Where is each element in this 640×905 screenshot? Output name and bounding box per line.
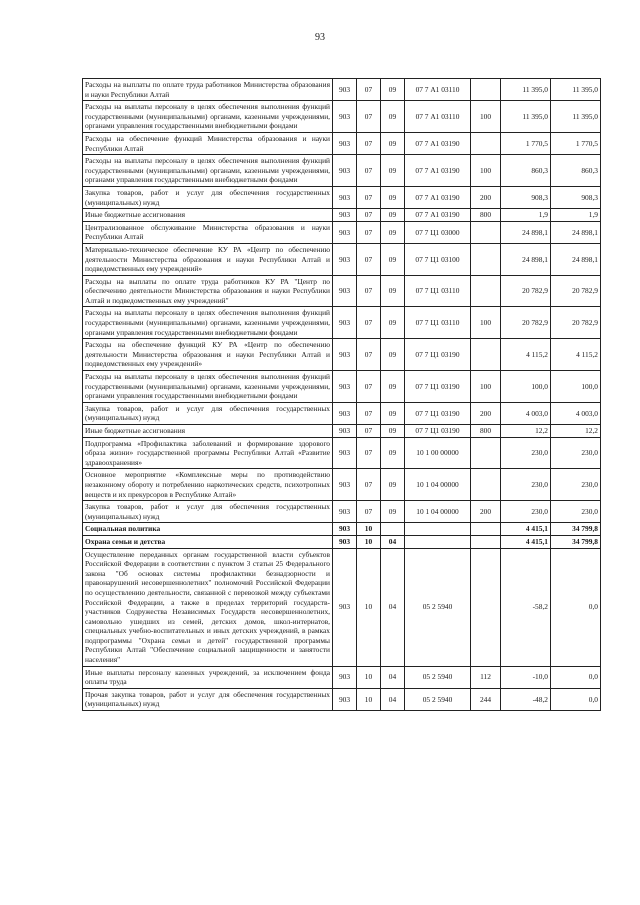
- row-name: Закупка товаров, работ и услуг для обеспечения государственных (муниципальных) нужд: [83, 402, 333, 424]
- table-row: [83, 221, 601, 243]
- row-amount-2: 230,0: [551, 469, 601, 501]
- row-target-article: 07 7 А1 03110: [405, 101, 471, 133]
- row-expense-type: 112: [471, 666, 501, 688]
- row-amount-1: 20 782,9: [501, 275, 551, 307]
- row-amount-1: 230,0: [501, 501, 551, 523]
- row-amount-1: 11 395,0: [501, 79, 551, 101]
- row-subsection-code: 09: [381, 371, 405, 403]
- row-section-code: 10: [357, 523, 381, 536]
- row-amount-1: 1 770,5: [501, 132, 551, 154]
- row-section-code: 10: [357, 688, 381, 710]
- row-name: Расходы на выплаты персоналу в целях обеспечения выполнения функций государственными (муниципальными) органами, казенными учреждениями, органами управления государственными внебюджетными фондами: [83, 101, 333, 133]
- row-amount-2: 4 003,0: [551, 402, 601, 424]
- row-amount-1: 1,9: [501, 209, 551, 222]
- row-section-code: 07: [357, 469, 381, 501]
- row-ved-code: 903: [333, 548, 357, 666]
- row-amount-2: 0,0: [551, 688, 601, 710]
- row-name: Осуществление переданных органам государственной власти субъектов Российской Федерации в соответствии с пунктом 3 статьи 25 Федерального закона "Об основах системы профилактики безнадзорности и правонарушений несовершеннолетних" полномочий Российской Федерации по осуществлению деятельности, связанной с перевозкой между субъектами Российской Федерации, а также в пределах территорий государств-участников Содружества Независимых Государств несовершеннолетних, самовольно ушедших из семей, детских домов, школ-интернатов, специальных учебно-воспитательных и иных детских учреждений, в рамках подпрограммы "Охрана семьи и детей" государственной программы Республики Алтай "Обеспечение социальной защищенности и занятости населения": [83, 548, 333, 666]
- table-row: [83, 425, 601, 438]
- row-name: Закупка товаров, работ и услуг для обеспечения государственных (муниципальных) нужд: [83, 501, 333, 523]
- row-name: Подпрограмма «Профилактика заболеваний и формирование здорового образа жизни» государственной программы Республики Алтай «Развитие здравоохранения»: [83, 437, 333, 469]
- row-section-code: 07: [357, 101, 381, 133]
- row-ved-code: 903: [333, 307, 357, 339]
- row-amount-2: 0,0: [551, 666, 601, 688]
- row-target-article: 07 7 А1 03190: [405, 132, 471, 154]
- row-amount-1: 20 782,9: [501, 307, 551, 339]
- row-subsection-code: 09: [381, 221, 405, 243]
- row-ved-code: 903: [333, 101, 357, 133]
- row-target-article: 07 7 Ц1 03190: [405, 371, 471, 403]
- row-amount-2: 1,9: [551, 209, 601, 222]
- row-expense-type: [471, 469, 501, 501]
- row-subsection-code: 09: [381, 469, 405, 501]
- row-expense-type: [471, 339, 501, 371]
- row-target-article: 07 7 Ц1 03110: [405, 307, 471, 339]
- row-subsection-code: 09: [381, 132, 405, 154]
- row-expense-type: 200: [471, 402, 501, 424]
- row-expense-type: [471, 132, 501, 154]
- row-amount-1: 100,0: [501, 371, 551, 403]
- row-amount-1: 4 415,1: [501, 523, 551, 536]
- row-expense-type: [471, 437, 501, 469]
- table-row: [83, 437, 601, 469]
- row-amount-1: 230,0: [501, 437, 551, 469]
- row-target-article: 05 2 5940: [405, 666, 471, 688]
- table-row: [83, 275, 601, 307]
- table-row: [83, 548, 601, 666]
- row-section-code: 07: [357, 275, 381, 307]
- row-amount-2: 11 395,0: [551, 101, 601, 133]
- row-subsection-code: 09: [381, 243, 405, 275]
- row-ved-code: 903: [333, 437, 357, 469]
- row-expense-type: 200: [471, 501, 501, 523]
- row-target-article: 07 7 Ц1 03190: [405, 402, 471, 424]
- row-amount-2: 230,0: [551, 501, 601, 523]
- row-ved-code: 903: [333, 688, 357, 710]
- row-target-article: 07 7 А1 03190: [405, 155, 471, 187]
- row-amount-1: 230,0: [501, 469, 551, 501]
- row-amount-2: 1 770,5: [551, 132, 601, 154]
- row-ved-code: 903: [333, 339, 357, 371]
- row-amount-2: 24 898,1: [551, 243, 601, 275]
- row-section-code: 10: [357, 666, 381, 688]
- row-ved-code: 903: [333, 501, 357, 523]
- row-expense-type: 244: [471, 688, 501, 710]
- row-amount-1: -10,0: [501, 666, 551, 688]
- row-amount-1: 908,3: [501, 186, 551, 208]
- row-target-article: 07 7 Ц1 03190: [405, 425, 471, 438]
- row-name: Закупка товаров, работ и услуг для обеспечения государственных (муниципальных) нужд: [83, 186, 333, 208]
- row-name: Расходы на выплаты по оплате труда работников КУ РА "Центр по обеспечению деятельности Министерства образования и науки Республики Алтай и подведомственных ему учреждений": [83, 275, 333, 307]
- row-subsection-code: 09: [381, 186, 405, 208]
- row-expense-type: [471, 79, 501, 101]
- row-name: Централизованное обслуживание Министерства образования и науки Республики Алтай: [83, 221, 333, 243]
- row-section-code: 07: [357, 243, 381, 275]
- row-amount-1: 4 415,1: [501, 535, 551, 548]
- row-target-article: 07 7 Ц1 03190: [405, 339, 471, 371]
- table-row: [83, 155, 601, 187]
- row-name: Иные выплаты персоналу казенных учреждений, за исключением фонда оплаты труда: [83, 666, 333, 688]
- table-row: [83, 371, 601, 403]
- row-target-article: 05 2 5940: [405, 688, 471, 710]
- row-expense-type: 800: [471, 209, 501, 222]
- row-subsection-code: 09: [381, 307, 405, 339]
- row-ved-code: 903: [333, 469, 357, 501]
- row-name: Социальная политика: [83, 523, 333, 536]
- row-amount-1: 4 115,2: [501, 339, 551, 371]
- table-row: [83, 101, 601, 133]
- row-expense-type: [471, 221, 501, 243]
- row-section-code: 07: [357, 155, 381, 187]
- table-row: [83, 469, 601, 501]
- row-expense-type: 200: [471, 186, 501, 208]
- table-row: [83, 535, 601, 548]
- row-amount-1: -58,2: [501, 548, 551, 666]
- row-section-code: 10: [357, 535, 381, 548]
- row-name: Расходы на обеспечение функций Министерства образования и науки Республики Алтай: [83, 132, 333, 154]
- row-subsection-code: 09: [381, 425, 405, 438]
- table-row: [83, 307, 601, 339]
- row-amount-2: 24 898,1: [551, 221, 601, 243]
- row-subsection-code: 09: [381, 402, 405, 424]
- row-section-code: 07: [357, 79, 381, 101]
- budget-table-body: [83, 79, 601, 711]
- row-section-code: 10: [357, 548, 381, 666]
- row-amount-2: 230,0: [551, 437, 601, 469]
- table-row: [83, 666, 601, 688]
- row-expense-type: [471, 523, 501, 536]
- row-amount-2: 34 799,8: [551, 535, 601, 548]
- row-ved-code: 903: [333, 79, 357, 101]
- row-ved-code: 903: [333, 243, 357, 275]
- row-amount-1: 4 003,0: [501, 402, 551, 424]
- row-ved-code: 903: [333, 221, 357, 243]
- row-ved-code: 903: [333, 371, 357, 403]
- row-section-code: 07: [357, 437, 381, 469]
- row-name: Основное мероприятие «Комплексные меры по противодействию незаконному обороту и потреблению наркотических средств, психотропных веществ и их прекурсоров в Республике Алтай»: [83, 469, 333, 501]
- row-amount-2: 20 782,9: [551, 275, 601, 307]
- row-expense-type: 100: [471, 155, 501, 187]
- row-amount-1: 860,3: [501, 155, 551, 187]
- table-row: [83, 243, 601, 275]
- table-row: [83, 402, 601, 424]
- row-amount-2: 20 782,9: [551, 307, 601, 339]
- row-subsection-code: 09: [381, 79, 405, 101]
- row-amount-2: 11 395,0: [551, 79, 601, 101]
- row-subsection-code: 04: [381, 688, 405, 710]
- table-row: [83, 132, 601, 154]
- row-section-code: 07: [357, 425, 381, 438]
- row-expense-type: [471, 535, 501, 548]
- row-target-article: 10 1 04 00000: [405, 501, 471, 523]
- row-section-code: 07: [357, 402, 381, 424]
- row-ved-code: 903: [333, 523, 357, 536]
- row-target-article: 05 2 5940: [405, 548, 471, 666]
- table-row: [83, 209, 601, 222]
- table-row: [83, 79, 601, 101]
- row-subsection-code: 09: [381, 437, 405, 469]
- row-target-article: [405, 535, 471, 548]
- row-target-article: 10 1 04 00000: [405, 469, 471, 501]
- row-name: Иные бюджетные ассигнования: [83, 425, 333, 438]
- row-ved-code: 903: [333, 132, 357, 154]
- row-section-code: 07: [357, 186, 381, 208]
- row-expense-type: 100: [471, 307, 501, 339]
- row-name: Расходы на выплаты персоналу в целях обеспечения выполнения функций государственными (муниципальными) органами, казенными учреждениями, органами управления государственными внебюджетными фондами: [83, 155, 333, 187]
- row-target-article: 07 7 Ц1 03110: [405, 275, 471, 307]
- row-amount-2: 0,0: [551, 548, 601, 666]
- row-subsection-code: 09: [381, 101, 405, 133]
- row-name: Материально-техническое обеспечение КУ РА «Центр по обеспечению деятельности Министерства образования и науки Республики Алтай и подведомственных ему учреждений»: [83, 243, 333, 275]
- row-section-code: 07: [357, 221, 381, 243]
- row-name: Расходы на выплаты по оплате труда работников Министерства образования и науки Республики Алтай: [83, 79, 333, 101]
- row-section-code: 07: [357, 307, 381, 339]
- table-row: [83, 688, 601, 710]
- row-name: Расходы на выплаты персоналу в целях обеспечения выполнения функций государственными (муниципальными) органами, казенными учреждениями, органами управления государственными внебюджетными фондами: [83, 307, 333, 339]
- row-expense-type: [471, 243, 501, 275]
- row-subsection-code: 09: [381, 155, 405, 187]
- row-subsection-code: 09: [381, 501, 405, 523]
- row-target-article: [405, 523, 471, 536]
- row-name: Расходы на выплаты персоналу в целях обеспечения выполнения функций государственными (муниципальными) органами, казенными учреждениями, органами управления государственными внебюджетными фондами: [83, 371, 333, 403]
- row-expense-type: 800: [471, 425, 501, 438]
- row-target-article: 07 7 А1 03110: [405, 79, 471, 101]
- row-amount-1: 12,2: [501, 425, 551, 438]
- row-amount-2: 12,2: [551, 425, 601, 438]
- row-section-code: 07: [357, 371, 381, 403]
- row-ved-code: 903: [333, 155, 357, 187]
- row-ved-code: 903: [333, 275, 357, 307]
- row-name: Охрана семьи и детства: [83, 535, 333, 548]
- budget-table: [82, 78, 601, 711]
- row-subsection-code: 04: [381, 535, 405, 548]
- row-subsection-code: 09: [381, 339, 405, 371]
- row-amount-1: 11 395,0: [501, 101, 551, 133]
- row-target-article: 07 7 Ц1 03000: [405, 221, 471, 243]
- table-row: [83, 523, 601, 536]
- row-target-article: 10 1 00 00000: [405, 437, 471, 469]
- row-section-code: 07: [357, 501, 381, 523]
- row-amount-1: -48,2: [501, 688, 551, 710]
- row-amount-2: 34 799,8: [551, 523, 601, 536]
- page-number: 93: [315, 32, 325, 43]
- row-subsection-code: 04: [381, 666, 405, 688]
- row-section-code: 07: [357, 132, 381, 154]
- table-row: [83, 501, 601, 523]
- row-expense-type: 100: [471, 101, 501, 133]
- row-amount-2: 4 115,2: [551, 339, 601, 371]
- row-target-article: 07 7 А1 03190: [405, 186, 471, 208]
- row-target-article: 07 7 Ц1 03100: [405, 243, 471, 275]
- row-ved-code: 903: [333, 535, 357, 548]
- row-target-article: 07 7 А1 03190: [405, 209, 471, 222]
- table-row: [83, 186, 601, 208]
- row-amount-2: 860,3: [551, 155, 601, 187]
- row-subsection-code: 04: [381, 548, 405, 666]
- row-name: Расходы на обеспечение функций КУ РА «Центр по обеспечению деятельности Министерства образования и науки Республики Алтай и подведомственных ему учреждений»: [83, 339, 333, 371]
- row-ved-code: 903: [333, 186, 357, 208]
- row-subsection-code: [381, 523, 405, 536]
- row-section-code: 07: [357, 209, 381, 222]
- row-amount-2: 100,0: [551, 371, 601, 403]
- row-subsection-code: 09: [381, 209, 405, 222]
- row-amount-1: 24 898,1: [501, 221, 551, 243]
- row-ved-code: 903: [333, 666, 357, 688]
- row-expense-type: [471, 548, 501, 666]
- table-row: [83, 339, 601, 371]
- row-amount-1: 24 898,1: [501, 243, 551, 275]
- row-ved-code: 903: [333, 402, 357, 424]
- row-name: Иные бюджетные ассигнования: [83, 209, 333, 222]
- row-amount-2: 908,3: [551, 186, 601, 208]
- row-section-code: 07: [357, 339, 381, 371]
- row-subsection-code: 09: [381, 275, 405, 307]
- row-ved-code: 903: [333, 209, 357, 222]
- row-name: Прочая закупка товаров, работ и услуг для обеспечения государственных (муниципальных) нужд: [83, 688, 333, 710]
- row-expense-type: [471, 275, 501, 307]
- row-ved-code: 903: [333, 425, 357, 438]
- row-expense-type: 100: [471, 371, 501, 403]
